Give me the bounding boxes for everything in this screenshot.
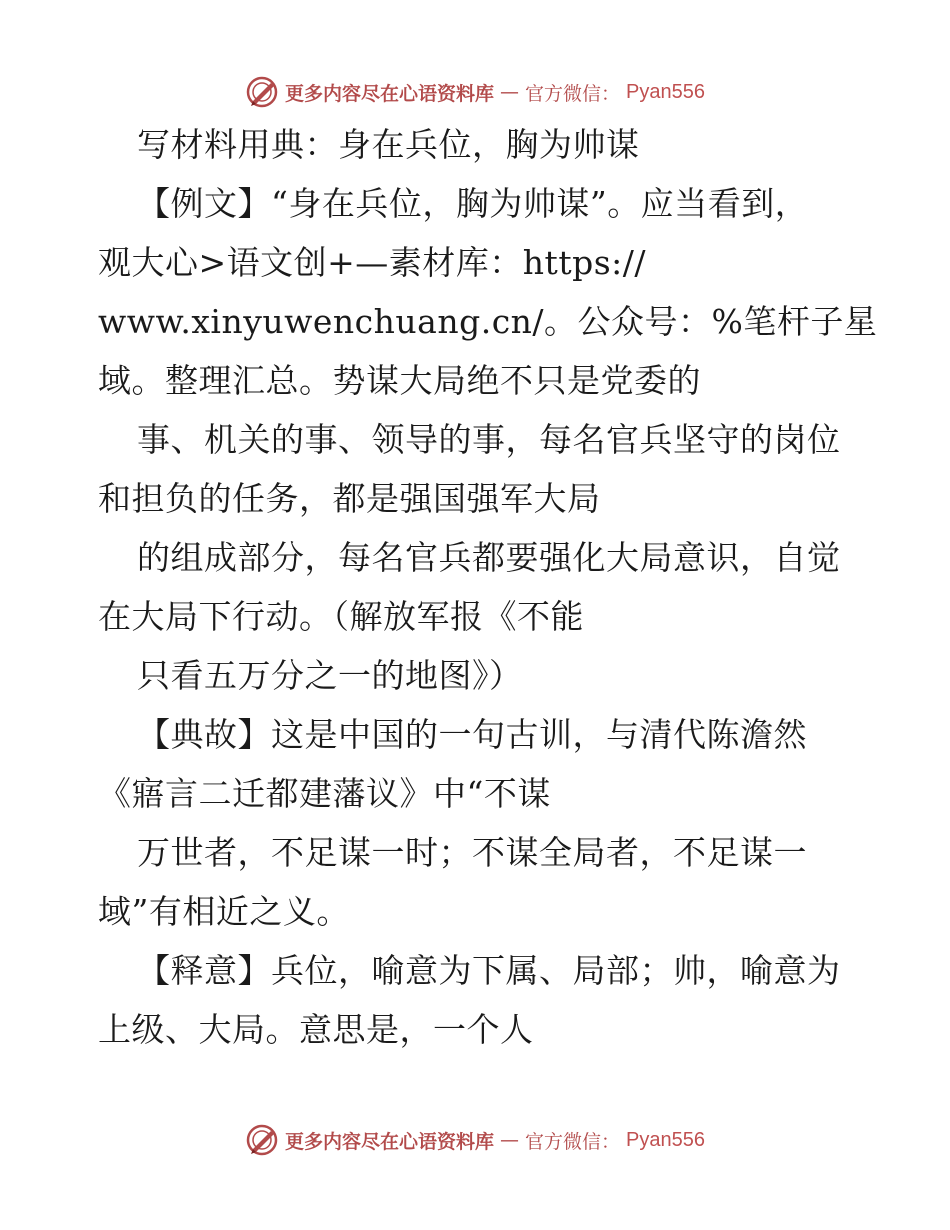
pen-logo-icon bbox=[245, 1123, 279, 1157]
doc-line: 上级、大局。意思是，一个人 bbox=[98, 1010, 534, 1049]
doc-line: 域”有相近之义。 bbox=[98, 892, 350, 931]
footer-banner bbox=[0, 1118, 950, 1162]
banner-wechat-id: Pyan556 bbox=[626, 1128, 705, 1151]
pen-logo-icon bbox=[245, 75, 279, 109]
banner-separator: — bbox=[500, 1129, 520, 1151]
doc-line: 事、机关的事、领导的事，每名官兵坚守的岗位 bbox=[137, 420, 841, 459]
doc-line: 和担负的任务，都是强国强军大局 bbox=[98, 479, 601, 518]
doc-line: www.xinyuwenchuang.cn/。公众号：%笔杆子星 bbox=[98, 302, 878, 341]
doc-line: 【释意】兵位，喻意为下属、局部；帅，喻意为 bbox=[137, 951, 841, 990]
banner-wechat-id: Pyan556 bbox=[626, 80, 705, 103]
doc-line: 在大局下行动。（解放军报《不能 bbox=[98, 597, 584, 636]
doc-line: 【例文】“身在兵位，胸为帅谋”。应当看到， bbox=[137, 184, 809, 223]
doc-line: 万世者，不足谋一时；不谋全局者，不足谋一 bbox=[137, 833, 807, 872]
doc-line: 域。整理汇总。势谋大局绝不只是党委的 bbox=[98, 361, 701, 400]
banner-text: 更多内容尽在心语资料库 bbox=[285, 82, 495, 105]
doc-title: 写材料用典：身在兵位，胸为帅谋 bbox=[137, 125, 640, 164]
doc-line: 只看五万分之一的地图》） bbox=[137, 656, 523, 695]
doc-line: 《寤言二迁都建藩议》中“不谋 bbox=[98, 774, 551, 813]
header-banner bbox=[0, 70, 950, 114]
banner-wechat-label: 官方微信： bbox=[525, 1130, 621, 1153]
doc-line: 观大心>语文创+—素材库：https:// bbox=[98, 243, 646, 282]
banner-separator: — bbox=[500, 81, 520, 103]
doc-line: 【典故】这是中国的一句古训，与清代陈澹然 bbox=[137, 715, 807, 754]
banner-wechat-label: 官方微信： bbox=[525, 82, 621, 105]
banner-text: 更多内容尽在心语资料库 bbox=[285, 1130, 495, 1153]
doc-line: 的组成部分，每名官兵都要强化大局意识，自觉 bbox=[137, 538, 841, 577]
